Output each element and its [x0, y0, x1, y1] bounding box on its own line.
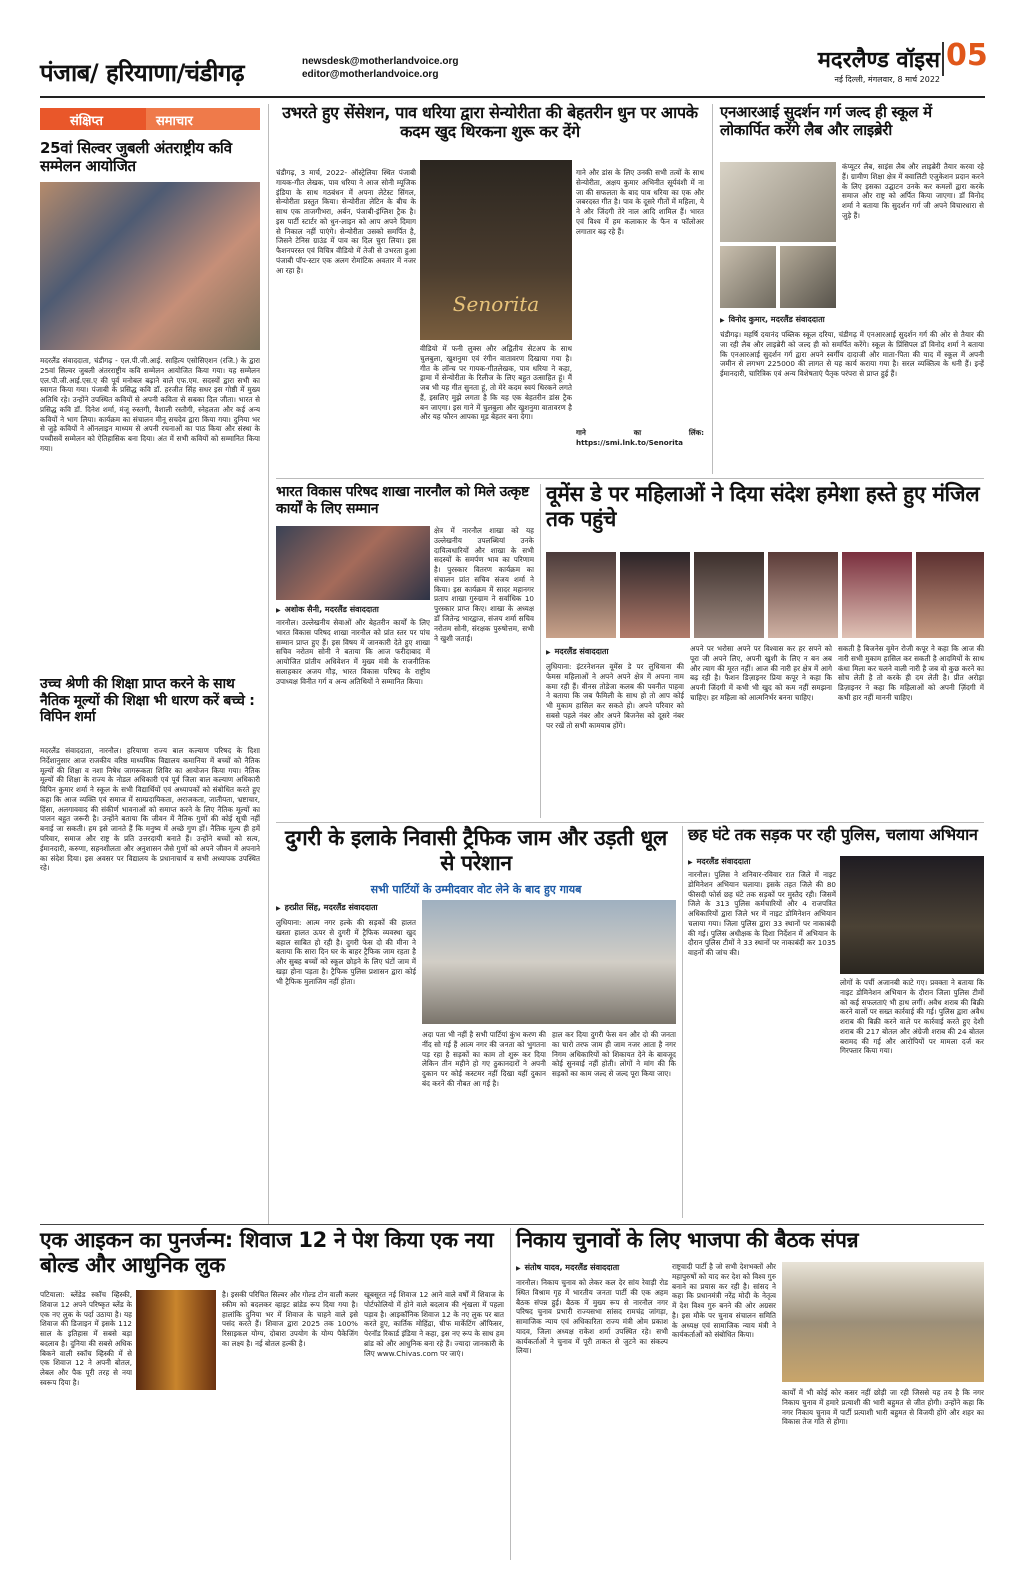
a1-body1: चंडीगढ़, 3 मार्च, 2022- ऑस्ट्रेलिया स्थित पंजाबी गायक-गीत लेखक, पाव धरिया ने आज सोनी म्यूजिक इंडिया के साथ गठबंधन में अपना लेटेस्ट सिंगल, सेन्योरीता प्रस्तुत किया। सेन्योरीता लेटिन के बीच के साथ एक ताजगीभरा, अर्बन, पंजाबी-इंग्लिश ट्रैक है। इस पार्टी स्टार्टर को धुन-लाइन को आप अपने दिमाग से निकाल नहीं पाएंगे। सेन्योरीता उसको समर्पित है, जिसने टेनिस ग्राउंड में पाव का दिल चुरा लिया। इस फैशनपरस्त एवं विचित्र वीडियो में तेजी से उभरता हुआ पंजाबी पॉप-स्टार एक अलग रोमांटिक अवतार में नजर आ रहा है। [276, 168, 416, 275]
a4-body3: सकती है बिजनेस वूमेन रोजी कपूर ने कहा कि आज की नारी सभी मुकाम हासिल कर सकती है आदमियों के साथ कंधा मिला कर चलने वाली नारी है जब वो कुछ करने का सोच लेती है तो करके ही दम लेती है। प्रीत अरोड़ा डिज़ाइनर ने कहा कि महिलाओं को अपनी ज़िंदगी में कभी हार नहीं माननी चाहिए। [838, 644, 984, 702]
a2-body2: चंडीगढ़। महर्षि दयानंद पब्लिक स्कूल दरिया, चंडीगढ़ में एनआरआई सुदर्शन गर्ग की ओर से तैयार की जा रही लैब और लाइब्रेरी को जल्द ही को समर्पित करेंगे। स्कूल के प्रिंसिपल डॉ विनोद शर्मा ने बताया कि एनआरआई सुदर्शन गर्ग द्वारा अपने स्वर्गीय दादाजी और माता-पिता की याद में स्कूल में अपनी जमीन से लगभग 225000 की लागत से यह कार्य कराया गया है। सरल व्यक्तित्व के धनी हैं। इन्हें ईमानदारी, चारित्रिक एवं अन्य विशेषताएं पैतृक परंपरा से प्राप्त हुई हैं। [720, 330, 984, 379]
woman-photo-3 [694, 552, 764, 638]
brief-tag-1: संक्षिप्त [70, 114, 103, 129]
award-photo [276, 526, 430, 600]
newsdesk-email[interactable]: newsdesk@motherlandvoice.org [302, 56, 459, 67]
brief-tag-2: समाचार [146, 108, 260, 130]
a3-body1: नारनौल। उल्लेखनीय सेवाओं और बेहतरीन कार्यों के लिए भारत विकास परिषद शाखा नारनौल को प्रांत स्तर पर पांच सम्मान प्राप्त हुए हैं। इस विषय में जानकारी देते हुए शाखा सचिव नरोतम सोनी ने बताया कि आज फरीदाबाद में आयोजित प्रांतीय अधिवेशन में मुख्य मंत्री के राजनीतिक सलाहकार अजय गौड़, भारत विकास परिषद के राष्ट्रीय उपाध्यक्ष विनीत गर्ग व अन्य अतिथियों ने सम्मानित किया। [276, 618, 430, 686]
page-number: 05 [946, 38, 988, 73]
a7-body2: है। इसकी परिचित सिल्वर और गोल्ड टोन वाली कलर स्कीम को बदलकर व्हाइट ब्रांडेड रूप दिया गया है। हालांकि दुनिया भर में शिवाज के चाहने वाले इसे पसंद करते हैं। शिवाज द्वारा 2025 तक 100% रिसाइकल योग्य, दोबारा उपयोग के योग्य पैकेजिंग का लक्ष्य है। नई बोतल हल्की है। [222, 1290, 358, 1348]
lab-photo-1 [720, 162, 836, 242]
a3-body2: क्षेत्र में नारनौल शाखा को यह उल्लेखनीय उपलब्धियां उनके दायित्वधारियों और शाखा के सभी सदस्यों के समर्पण भाव का परिणाम है। पुरस्कार वितरण कार्यक्रम का संचालन प्रांत सचिव संजय शर्मा ने किया। इस कार्यक्रम में सादर महानगर प्रताप शाखा गुरुग्राम ने सर्वाधिक 10 पुरस्कार प्राप्त किए। शाखा के अध्यक्ष डॉ जितेन्द्र भारद्वाज, संजय शर्मा सचिव नरोतम सोनी, संरक्षक पुरुषोत्तम, सभी ने खुशी जताई। [434, 526, 534, 643]
a8-title: निकाय चुनावों के लिए भाजपा की बैठक संपन्न [516, 1228, 859, 1252]
s1-body: मदरलैंड संवाददाता, चंडीगढ़ - एल.पी.जी.आई. साहित्य एसोसिएशन (रजि.) के द्वारा 25वां सिल्वर जुबली अंतरराष्ट्रीय कवि सम्मेलन आयोजित किया गया। यह सम्मेलन एल.पी.जी.आई.एस.ए की पूर्व मनोबल बढ़ाने वाले एफ.एम. सदस्यों द्वारा सभी का स्वागत किया गया। पंजाबी के प्रसिद्ध कवि डॉ. हरजीत सिंह सधर इस गोष्ठी में मुख्य अतिथि रहे। उन्होंने उपस्थित कवियों से अपनी कविता से सबका दिल जीता। भारत से प्रसिद्ध कवि डॉ. दिनेश शर्मा, मंजू रुस्तगी, वैशाली रस्तौगी, स्नेहलता और कई अन्य कवियों ने भाग लिया। कार्यक्रम का संचालन मीनू सचदेव द्वारा किया गया। दुनिया भर से जुड़े कवियों ने ऑनलाइन माध्यम से अपनी रचनाओं का पाठ किया और संस्था के पच्चीसवें सम्मेलन को ऐतिहासिक बना दिया। अंत में सभी कवियों को सम्मानित किया गया। [40, 356, 260, 454]
a5-body3: हाल कर दिया दुगरी फेस वन और दो की जनता का चारो तरफ जाम ही जाम नजर आता है नगर निगम अधिकारियों को शिकायत देने के बावजूद कोई सुनवाई नहीं होती। लोगों ने मांग की कि सड़कों का काम जल्द से जल्द पूरा किया जाए। [552, 1030, 676, 1079]
a6-body1: नारनौल। पुलिस ने शनिवार-रविवार रात जिले में नाइट डोमिनेशन अभियान चलाया। इसके तहत जिले की 80 फीसदी फोर्स छह घंटे तक सड़कों पर मुस्तैद रही। जिसमें जिले के 313 पुलिस कर्मचारियों और 4 राजपत्रित अधिकारियों द्वारा जिले भर में नाइट डोमिनेशन अभियान चलाया गया। जिला पुलिस द्वारा 33 स्थानों पर नाकाबंदी की गई। पुलिस अधीक्षक के दिशा निर्देशन में अभियान के दौरान पुलिस टीमों ने 33 स्थानों पर नाकाबंदी कर 1035 वाहनों की जांच की। [688, 870, 836, 958]
column-divider [268, 104, 269, 1224]
a4-body2: अपने पर भरोसा अपने पर विश्वास कर हर सपने को पूरा जी अपने लिए, अपनी खुशी के लिए न बन अब और त्याग की मूरत नहीं। आज की नारी हर क्षेत्र में आगे बढ़ रही है। फैशन डिज़ाइनर प्रिया कपूर ने कहा कि अपनी जिंदगी में कभी भी खुद को कम नहीं समझना चाहिए। हर महिला को आत्मनिर्भर बनना चाहिए। [690, 644, 832, 702]
a5-byline: ▶ हरप्रीत सिंह, मदरलैंड संवाददाता [276, 902, 426, 913]
woman-photo-1 [546, 552, 616, 638]
s2-title: उच्च श्रेणी की शिक्षा प्राप्त करने के साथ नैतिक मूल्यों की शिक्षा भी धारण करें बच्चे : विपिन शर्मा [40, 676, 255, 726]
a6-title: छह घंटे तक सड़क पर रही पुलिस, चलाया अभियान [688, 825, 978, 844]
a2-body1: कंप्यूटर लैब, साइंस लैब और लाइब्रेरी तैयार करवा रहे हैं। ग्रामीण शिक्षा क्षेत्र में क्वालिटी एजुकेशन प्रदान करने के लिए इसका उद्घाटन उनके कर कमलों द्वारा करके समाज और राष्ट्र को अर्पित किया जाएगा। डॉ विनोद शर्मा ने बताया कि सुदर्शन गर्ग जी अपने विचारधारा से जुड़े हैं। [842, 162, 984, 220]
poets-collage-image [40, 182, 260, 350]
section-title: पंजाब/ हरियाणा/चंडीगढ़ [40, 59, 245, 87]
s2-body: मदरलैंड संवाददाता, नारनौल। हरियाणा राज्य बाल कल्याण परिषद के दिशा निर्देशानुसार आज राजकीय वरिष्ठ माध्यमिक विद्यालय कमानिया में बच्चों को नैतिक मूल्यों की शिक्षा व नशा निषेध जागरूकता शिविर का आयोजन किया गया। नैतिक मूल्यों की शिक्षा के राज्य के नोडल अधिकारी एवं पूर्व जिला बाल कल्याण अधिकारी विपिन कुमार शर्मा ने स्कूल के सभी विद्यार्थियों एवं अध्यापकों को संबोधित करते हुए कहा कि आज व्यक्ति एवं समाज में साम्प्रदायिकता, अराजकता, जातीयता, भ्रष्टाचार, हिंसा, अलगाववाद की संकीर्ण भावनाओं को समाप्त करने के लिए नैतिक मूल्यों का पालन बहुत जरूरी है। उन्होंने बताया कि जीवन में नैतिक गुणों की कोई सूची नहीं बनाई जा सकती। हम इसे जानते हैं कि मनुष्य में अच्छे गुण हों। नैतिक मूल्य ही हमें परिवार, समाज और राष्ट्र के प्रति उत्तरदायी बनाते हैं। उन्होंने बच्चों को सत्य, ईमानदारी, करुणा, सहनशीलता और अनुशासन जैसे गुणों को अपने जीवन में अपनाने का संदेश दिया। इस अवसर पर विद्यालय के प्रधानाचार्य व सभी अध्यापक उपस्थित रहे। [40, 746, 260, 873]
column-divider [682, 826, 683, 1218]
whisky-bottle-image [136, 1290, 216, 1390]
a4-body1: लुधियाना: इंटरनेशनल वूमेंस डे पर लुधियाना की फेमस महिलाओं ने अपने अपने क्षेत्र में अपना नाम कमा रही हैं। वीनस तोडेजा कलब की पवनीत पाहवा ने बताया कि जब फैमिली के साथ हो तो आप कोई भी मुकाम हासिल कर सकते हो। अपने परिवार को सबसे पहले नंबर और अपने बिजनेस को दूसरे नंबर पर रखें तो सभी कामयाब होंगे। [546, 662, 684, 730]
a7-body3: खूबसूरत नई शिवाज 12 आने वाले वर्षों में शिवाज के पोर्टफोलियो में होने वाले बदलाव की शृंखला में पहला पड़ाव है। आइकॉनिक शिवाज 12 के नए लुक पर बात करते हुए, कार्तिक मोहिंद्रा, चीफ मार्केटिंग ऑफिसर, पेरनॉड रिकार्ड इंडिया ने कहा, इस नए रूप के साथ हम ब्रांड को और आधुनिक बना रहे हैं। ज्यादा जानकारी के लिए www.Chivas.com पर जाएं। [364, 1290, 504, 1358]
a3-title: भारत विकास परिषद शाखा नारनौल को मिले उत्कृष्ट कार्यों के लिए सम्मान [276, 484, 529, 517]
a8-body2: राष्ट्रवादी पार्टी है जो सभी देशभक्तों और महापुरुषों को याद कर देश को विश्व गुरु बनाने का प्रयास कर रही है। सांसद ने कहा कि प्रधानमंत्री नरेंद्र मोदी के नेतृत्व में देश विश्व गुरु बनने की ओर अग्रसर है। इस मौके पर चुनाव संचालन समिति के अध्यक्ष एवं सामाजिक न्याय मंत्री ने कार्यकर्ताओं को संबोधित किया। [672, 1262, 776, 1340]
row-rule [276, 822, 984, 823]
a5-body2: अदा पता भी नहीं है सभी पार्टियां कुंभ करण की नींद सो गई हैं आत्म नगर की जनता को भुगतना पड़ रहा है सड़कों का काम तो शुरू कर दिया लेकिन तीन महीने हो गए ठुकानदारों ने अपनी दुकान पर कोई कस्टमर नहीं दिखा यहीं दुकान बंद करने की नौबत आ गई है। [422, 1030, 546, 1088]
brief-banner [40, 108, 260, 130]
bjp-meeting-photo [782, 1262, 984, 1382]
a4-byline: ▶ मदरलैंड संवाददाता [546, 646, 676, 657]
a5-title: दुगरी के इलाके निवासी ट्रैफिक जाम और उड़ती धूल से परेशान [285, 826, 667, 875]
police-night-photo [840, 856, 984, 974]
a1-body3: गाने और डांस के लिए उनकी सभी तत्वों के साथ सेन्योरीता, अक्षय कुमार अभिनीत सूर्यवंशी में ना जा की सफलता के बाद पाव धरिया का एक और जबरदस्त गीत है। पाव के दूसरे गीतों में महिला, ये ने और जिंदगी तेरे नाल आदि शामिल हैं। भारत एवं विश्व में हम कलाकार के फैन व फॉलोअर लगातार बढ़ रहे हैं। [576, 168, 704, 236]
a2-byline: ▶ विनोद कुमार, मदरलैंड संवाददाता [720, 314, 848, 325]
a3-byline: ▶ अशोक सैनी, मदरलैंड संवाददाता [276, 604, 430, 615]
a5-body1: लुधियाना: आत्म नगर हल्के की सड़कों की हालत खस्ता हालत ऊपर से दुगरी में ट्रैफिक व्यवस्था खुद बहाल साबित हो रही है। दुगरी फेस दो की मीना ने बताया कि सारा दिन घर के बाहर ट्रैफिक जाम रहता है और सुबह बच्चों को स्कूल छोड़ने के लिए घंटों जाम में खड़ा होना पड़ता है। ट्रैफिक पुलिस प्रशासन द्वारा कोई भी ट्रैफिक मुलाजिम नहीं होता। [276, 918, 416, 986]
senorita-poster [420, 160, 572, 340]
a5-subtitle: सभी पार्टियों के उम्मीदवार वोट लेने के बाद हुए गायब [370, 883, 582, 896]
lab-photo-3 [780, 246, 836, 308]
a6-body2: लोगों के पर्ची अजानबी काटे गए। प्रवक्ता ने बताया कि नाइट डोमिनेशन अभियान के दौरान जिला पुलिस टीमों को कई सफलताएं भी हाथ लगीं। अवैध शराब की बिक्री करने वालों पर सख्त कार्रवाई की गई। पुलिस द्वारा अवैध शराब की बिक्री करने वाले पर कार्रवाई करते हुए देशी शराब की 217 बोतल और अंग्रेजी शराब की 24 बोतल बरामद की गई और आरोपियों पर मामला दर्ज कर गिरफ्तार किया गया। [840, 978, 984, 1056]
brand-divider [942, 42, 944, 76]
woman-photo-5 [842, 552, 912, 638]
a1-body2: वीडियो में फनी लुक्स और अद्वितीय सेटअप के साथ चुलबुला, खुशनुमा एवं रंगीन वातावरण दिखाया गया है। गीत के लॉन्च पर गायक-गीतलेखक, पाव धरिया ने कहा, ड्रामा में सेन्योरीता के रिलीज के लिए बहुत उत्साहित हूं। मैं जब भी यह गीत सुनता हूं, तो मेरे कदम स्वयं थिरकने लगते हैं, इसलिए मुझे लगता है कि यह एक बेहतरीन डांस ट्रैक बन जाएगा। इस गाने में चुलबुला और खुशनुमा वातावरण है और यह फौरन आपका मूड बेहतर बना देगा। [420, 344, 572, 422]
column-divider [712, 104, 713, 474]
editor-email[interactable]: editor@motherlandvoice.org [302, 69, 439, 80]
a8-body1: नारनौल। निकाय चुनाव को लेकर कल देर सांय रेवाड़ी रोड स्थित विश्राम गृह में भारतीय जनता पार्टी की एक अहम बैठक संपन्न हुई। बैठक में मुख्य रूप से नारनौल नगर परिषद चुनाव प्रभारी राज्यसभा सांसद रामचंद्र जांगड़ा, सामाजिक न्याय एवं अधिकारिता राज्य मंत्री ओम प्रकाश यादव, जिला अध्यक्ष राकेश शर्मा उपस्थित रहे। सभी कार्यकर्ताओं ने चुनाव में पूरी ताकत से जुटने का संकल्प लिया। [516, 1278, 668, 1356]
woman-photo-4 [768, 552, 838, 638]
row-rule [40, 1224, 984, 1225]
a7-title: एक आइकन का पुनर्जन्म: शिवाज 12 ने पेश किया एक नया बोल्ड और आधुनिक लुक [40, 1228, 494, 1277]
a1-title: उभरते हुए सेंसेशन, पाव धरिया द्वारा सेन्योरीता की बेहतरीन धुन पर आपके कदम खुद थिरकना शुरू कर देंगे [282, 103, 698, 141]
traffic-jam-photo [422, 900, 676, 1024]
poster-text: Senorita [452, 292, 540, 316]
a6-byline: ▶ मदरलैंड संवाददाता [688, 856, 838, 867]
a1-song-link[interactable]: गाने का लिंक: https://smi.lnk.to/Senorita [576, 428, 704, 447]
a7-body1b [136, 1394, 216, 1560]
column-divider [540, 484, 541, 818]
brand-name: मदरलैण्ड वॉइस [817, 48, 940, 73]
woman-photo-6 [916, 552, 984, 638]
s1-title: 25वां सिल्वर जुबली अंतराष्ट्रीय कवि सम्मेलन आयोजित [40, 139, 232, 175]
a4-title: वूमेंस डे पर महिलाओं ने दिया संदेश हमेशा हस्ते हुए मंजिल तक पहुंचे [546, 482, 980, 531]
date-line: नई दिल्ली, मंगलवार, 8 मार्च 2022 [834, 75, 940, 84]
row-rule [276, 478, 984, 479]
a8-byline: ▶ संतोष यादव, मदरलैंड संवाददाता [516, 1262, 676, 1273]
woman-photo-2 [620, 552, 690, 638]
a7-body1: पटियाला: ब्लेंडेड स्कॉच व्हिस्की, शिवाज 12 अपने परिष्कृत ब्लेंड के एक नए लुक के पर्दा उठाया है। यह शिवाज की डिजाइन में इसके 112 साल के इतिहास में सबसे बड़ा बदलाव है। दुनिया की सबसे अधिक बिकने वाली स्कॉच व्हिस्की में से एक शिवाज 12 ने अपनी बोतल, लेबल और पैक पूरी तरह से नया स्वरूप दिया है। [40, 1290, 132, 1388]
column-divider [510, 1228, 511, 1560]
lab-photo-2 [720, 246, 776, 308]
a8-body3: कार्यों में भी कोई कोर कसर नहीं छोड़ी जा रही जिससे यह तय है कि नगर निकाय चुनाव में हमारे प्रत्याशी की भारी बहुमत से जीत होगी। उन्होंने कहा कि नगर निकाय चुनाव में पार्टी प्रत्याशी भारी बहुमत से विजयी होंगे और शहर का विकास तेज गति से होगा। [782, 1388, 984, 1427]
a2-title: एनआरआई सुदर्शन गर्ग जल्द ही स्कूल में लोकार्पित करेंगे लैब और लाइब्रेरी [720, 103, 932, 139]
header-rule [40, 96, 985, 98]
